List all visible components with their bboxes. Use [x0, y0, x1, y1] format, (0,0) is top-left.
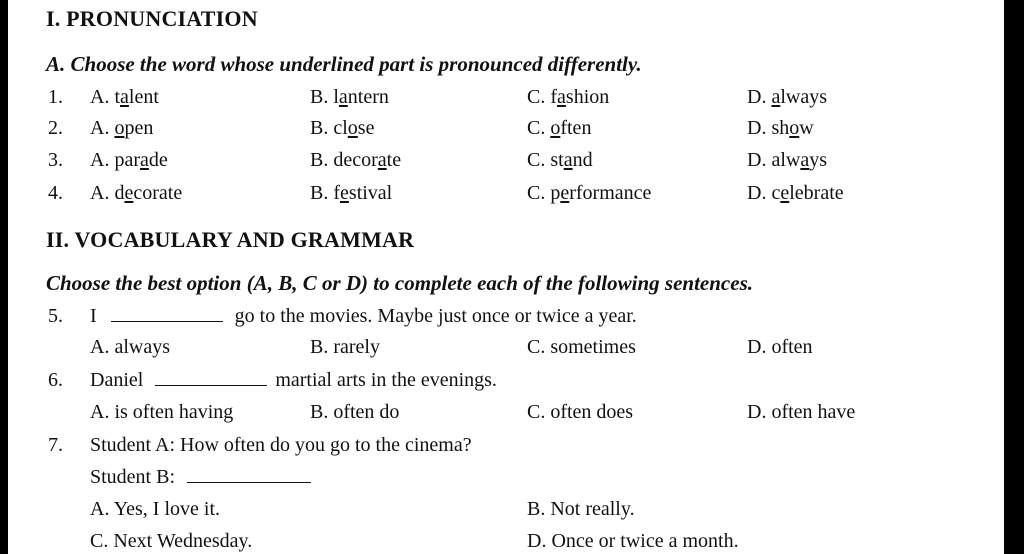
- option-d: [747, 86, 827, 109]
- underlined-letter: a: [563, 149, 573, 171]
- underlined-letter: e: [340, 182, 349, 204]
- option-text-part: f: [550, 86, 558, 108]
- answer-blank: [155, 384, 267, 386]
- question-number: 1.: [48, 86, 63, 108]
- underlined-letter: a: [771, 86, 781, 108]
- question-5-after: go to the movies. Maybe just once or twice a year.: [234, 305, 637, 327]
- question-6-before: Daniel: [90, 369, 144, 391]
- option-text-part: rformance: [569, 182, 652, 204]
- section-heading-pronunciation: I. PRONUNCIATION: [46, 6, 258, 31]
- option-a: A. Yes, I love it.: [90, 498, 221, 520]
- option-text-part: C.: [527, 117, 551, 139]
- option-b: [310, 182, 392, 205]
- option-b: [310, 149, 401, 172]
- option-text-part: C.: [527, 182, 551, 204]
- option-text-part: ys: [809, 149, 828, 171]
- option-text-part: cl: [333, 117, 348, 139]
- option-text-part: de: [148, 149, 168, 171]
- option-text-part: B.: [310, 149, 334, 171]
- option-d: D. Once or twice a month.: [527, 530, 739, 552]
- section-heading-vocabulary: II. VOCABULARY AND GRAMMAR: [46, 227, 415, 252]
- option-c: C. often does: [527, 401, 634, 423]
- option-text-part: D.: [747, 182, 772, 204]
- left-frame-border: [0, 0, 8, 554]
- underlined-letter: e: [124, 182, 134, 204]
- right-frame-border: [1004, 0, 1024, 554]
- option-d: [747, 149, 827, 172]
- question-5-stem: [90, 305, 637, 328]
- option-text-part: ften: [560, 117, 592, 139]
- option-text-part: lent: [128, 86, 159, 108]
- underlined-letter: e: [560, 182, 570, 204]
- option-text-part: A.: [90, 149, 115, 171]
- option-text-part: w: [799, 117, 814, 139]
- option-text-part: c: [771, 182, 781, 204]
- option-c: [527, 182, 651, 205]
- question-7-speaker: Student B:: [90, 466, 176, 488]
- option-text-part: t: [114, 86, 121, 108]
- option-text-part: C.: [527, 149, 551, 171]
- option-text-part: D.: [747, 149, 772, 171]
- answer-blank: [111, 320, 223, 322]
- option-c: [527, 86, 609, 109]
- option-text-part: A.: [90, 86, 115, 108]
- underlined-letter: o: [550, 117, 561, 139]
- option-text-part: B.: [310, 117, 334, 139]
- question-6-after: martial arts in the evenings.: [275, 369, 497, 391]
- option-text-part: A.: [90, 117, 115, 139]
- option-d: D. often: [747, 336, 813, 358]
- question-number: 4.: [48, 182, 63, 204]
- option-text-part: D.: [747, 117, 772, 139]
- underlined-letter: a: [377, 149, 387, 171]
- option-c: [527, 149, 593, 172]
- worksheet-page: [8, 0, 1004, 554]
- option-text-part: decor: [333, 149, 378, 171]
- option-a: A. always: [90, 336, 170, 358]
- option-text-part: corate: [133, 182, 183, 204]
- question-6-stem: [90, 369, 497, 392]
- option-c: C. sometimes: [527, 336, 636, 358]
- option-b: B. rarely: [310, 336, 380, 358]
- option-a: [90, 117, 153, 140]
- pronunciation-instruction: A. Choose the word whose underlined part is pronounced differently.: [46, 52, 642, 76]
- option-text-part: d: [114, 182, 125, 204]
- underlined-letter: o: [347, 117, 358, 139]
- question-number: 6.: [48, 369, 63, 391]
- option-a: [90, 182, 182, 205]
- question-7-line-1: Student A: How often do you go to the cinema?: [90, 434, 472, 456]
- option-text-part: st: [550, 149, 564, 171]
- option-b: B. Not really.: [527, 498, 635, 520]
- question-number: 2.: [48, 117, 63, 139]
- option-b: B. often do: [310, 401, 400, 423]
- option-d: [747, 117, 814, 140]
- option-text-part: te: [386, 149, 402, 171]
- option-d: D. often have: [747, 401, 856, 423]
- option-text-part: lways: [780, 86, 828, 108]
- answer-blank: [187, 481, 311, 483]
- option-text-part: se: [357, 117, 375, 139]
- option-c: C. Next Wednesday.: [90, 530, 253, 552]
- underlined-letter: a: [338, 86, 348, 108]
- underlined-letter: a: [557, 86, 566, 108]
- underlined-letter: a: [120, 86, 129, 108]
- option-text-part: shion: [565, 86, 610, 108]
- option-text-part: C.: [527, 86, 551, 108]
- option-text-part: nd: [572, 149, 593, 171]
- option-text-part: lebrate: [789, 182, 844, 204]
- question-5-before: I: [90, 305, 97, 327]
- option-text-part: p: [550, 182, 561, 204]
- option-text-part: D.: [747, 86, 772, 108]
- option-text-part: A.: [90, 182, 115, 204]
- option-text-part: sh: [771, 117, 790, 139]
- question-number: 5.: [48, 305, 63, 327]
- underlined-letter: a: [800, 149, 810, 171]
- underlined-letter: o: [789, 117, 800, 139]
- option-text-part: pen: [124, 117, 154, 139]
- option-text-part: alw: [771, 149, 801, 171]
- option-d: [747, 182, 844, 205]
- underlined-letter: a: [140, 149, 149, 171]
- grammar-instruction: Choose the best option (A, B, C or D) to complete each of the following sentences.: [46, 271, 753, 295]
- question-number: 7.: [48, 434, 63, 456]
- option-b: [310, 117, 374, 140]
- option-text-part: stival: [348, 182, 393, 204]
- option-text-part: ntern: [347, 86, 389, 108]
- question-number: 3.: [48, 149, 63, 171]
- option-a: [90, 86, 159, 109]
- underlined-letter: e: [780, 182, 790, 204]
- question-7-line-2: [90, 466, 311, 489]
- option-text-part: B.: [310, 182, 334, 204]
- underlined-letter: o: [114, 117, 125, 139]
- option-text-part: f: [333, 182, 341, 204]
- option-c: [527, 117, 591, 140]
- option-b: [310, 86, 389, 109]
- option-text-part: par: [114, 149, 140, 171]
- option-text-part: l: [333, 86, 339, 108]
- option-text-part: B.: [310, 86, 334, 108]
- option-a: [90, 149, 168, 172]
- option-a: A. is often having: [90, 401, 234, 423]
